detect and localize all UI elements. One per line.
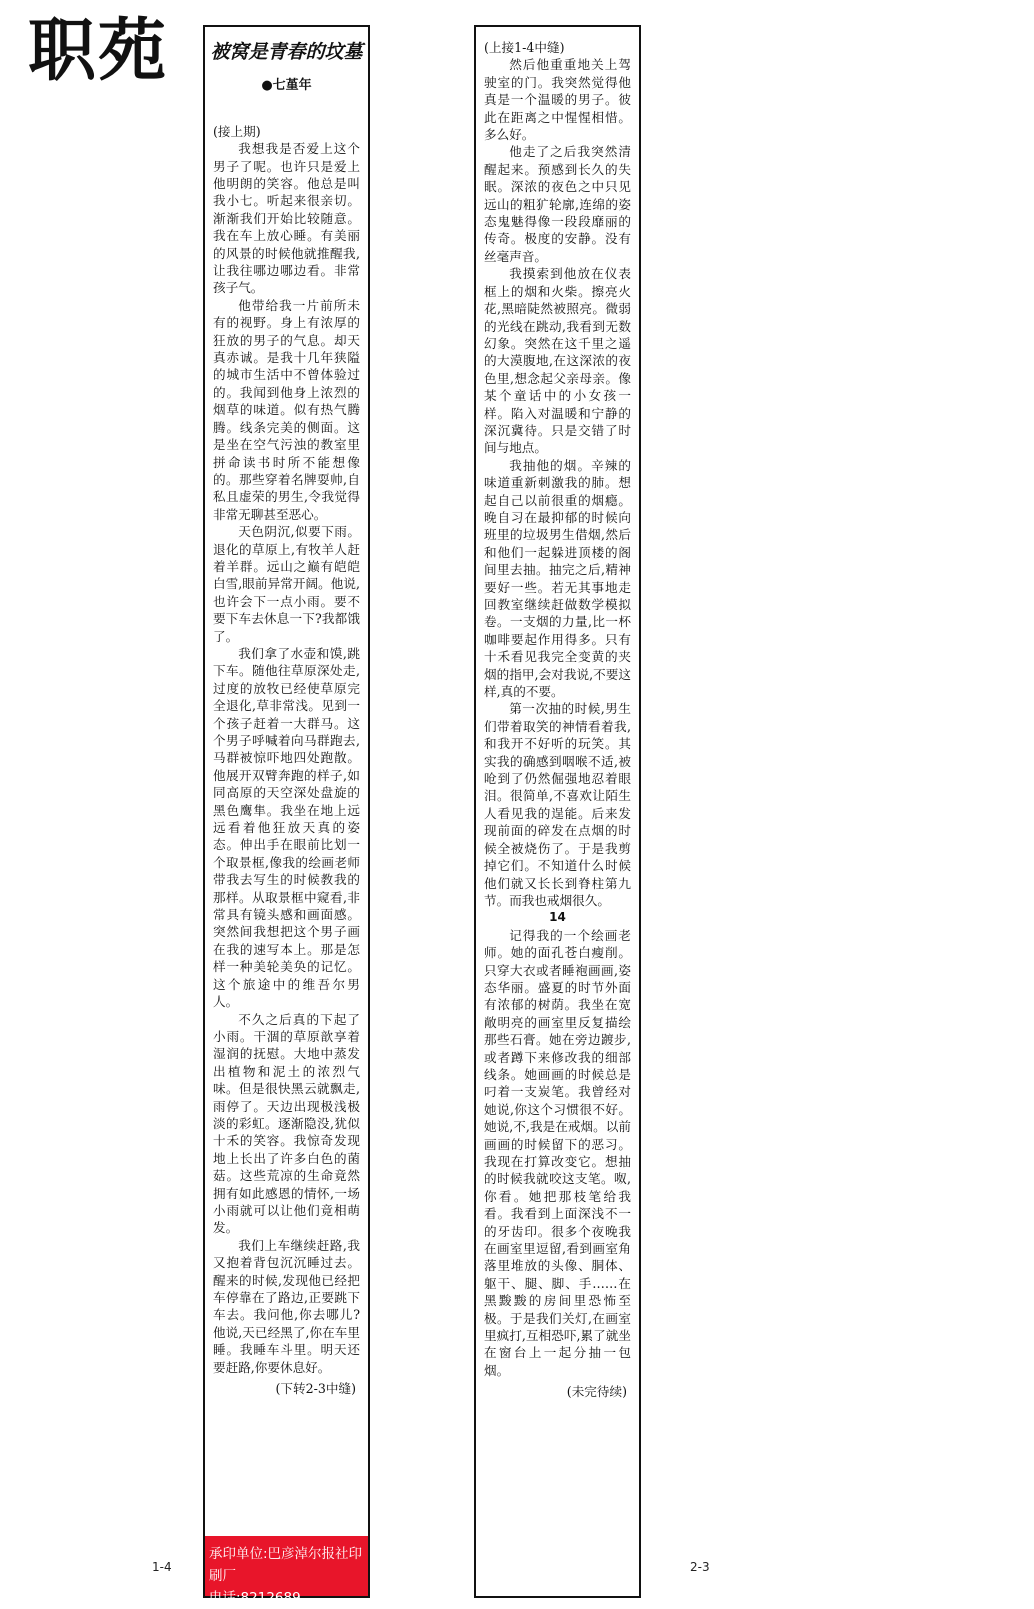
section-number: 14 [549,910,566,925]
page-label-left: 1-4 [152,1560,172,1574]
paragraph: 记得我的一个绘画老师。她的面孔苍白瘦削。只穿大衣或者睡袍画画,姿态华丽。盛夏的时节外面有浓郁的树荫。我坐在宽敞明亮的画室里反复描绘那些石膏。她在旁边踱步,或者蹲下来修改我的细部线条。她画画的时候总是叼着一支炭笔。我曾经对她说,你这个习惯很不好。她说,不,我是在戒烟。以前画画的时候留下的恶习。我现在打算改变它。想抽的时候我就咬这支笔。呶,你看。她把那枝笔给我看。我看到上面深浅不一的牙齿印。很多个夜晚我在画室里逗留,看到画室角落里堆放的头像、胴体、躯干、腿、脚、手……在黑黢黢的房间里恐怖至极。于是我们关灯,在画室里疯打,互相恐吓,累了就坐在窗台上一起分抽一包烟。 [484,927,631,1378]
paragraph: 他走了之后我突然清醒起来。预感到长久的失眠。深浓的夜色之中只见远山的粗犷轮廓,连绵的姿态鬼魅得像一段段靡丽的传奇。极度的安静。没有丝毫声音。 [484,144,631,264]
article-title: 被窝是青春的坟墓 [210,41,363,63]
continued-from-note: (上接1-4中缝) [484,40,565,55]
page-label-right: 2-3 [690,1560,710,1574]
paragraph: 天色阴沉,似要下雨。退化的草原上,有牧羊人赶着羊群。远山之巅有皑皑白雪,眼前异常开阔。他说,也许会下一点小雨。要不要下车去休息一下?我都饿了。 [213,524,360,644]
paragraph: 我们上车继续赶路,我又抱着背包沉沉睡过去。醒来的时候,发现他已经把车停靠在了路边,正要跳下车去。我问他,你去哪儿?他说,天已经黑了,你在车里睡。我睡车斗里。明天还要赶路,你要休息好。 [213,1237,360,1375]
masthead: 职苑 [28,12,169,91]
article-body-right [476,39,639,1379]
paragraph: 我抽他的烟。辛辣的味道重新刺激我的肺。想起自己以前很重的烟瘾。晚自习在最抑郁的时候向班里的垃圾男生借烟,然后和他们一起躲进顶楼的阁间里去抽。抽完之后,精神要好一些。若无其事地走回教室继续赶做数学模拟卷。一支烟的力量,比一杯咖啡要起作用得多。只有十禾看见我完全变黄的夹烟的指甲,会对我说,不要这样,真的不要。 [484,457,631,700]
article-byline: ●七堇年 [261,77,312,93]
printer-info-box [205,1536,368,1606]
printer-phone: 电话:8212689 [209,1590,301,1606]
paragraph: 然后他重重地关上驾驶室的门。我突然觉得他真是一个温暖的男子。彼此在距离之中惺惺相惜。多么好。 [484,57,631,143]
to-be-continued-note: (未完待续) [566,1384,627,1400]
paragraph: 我摸索到他放在仪表框上的烟和火柴。擦亮火花,黑暗陡然被照亮。微弱的光线在跳动,我看到无数幻象。突然在这千里之遥的大漠腹地,在这深浓的夜色里,想念起父亲母亲。像某个童话中的小女孩一样。陷入对温暖和宁静的深沉冀待。只是交错了时间与地点。 [484,266,631,456]
paragraph: 我想我是否爱上这个男子了呢。也许只是爱上他明朗的笑容。他总是叫我小七。听起来很亲切。渐渐我们开始比较随意。我在车上放心睡。有美丽的风景的时候他就推醒我,让我往哪边哪边看。非常孩子气。 [213,141,360,296]
continued-to-note: (下转2-3中缝) [275,1381,356,1397]
article-column-right [474,25,641,1598]
article-column-left [203,25,370,1606]
paragraph: 他带给我一片前所未有的视野。身上有浓厚的狂放的男子的气息。却天真赤诚。是我十几年狭隘的城市生活中不曾体验过的。我闻到他身上浓烈的烟草的味道。似有热气腾腾。线条完美的侧面。这是坐在空气污浊的教室里拼命读书时所不能想像的。那些穿着名牌耍帅,自私且虚荣的男生,令我觉得非常无聊甚至恶心。 [213,297,360,522]
printer-name: 承印单位:巴彦淖尔报社印刷厂 [209,1546,363,1584]
paragraph: 我们拿了水壶和馍,跳下车。随他往草原深处走,过度的放牧已经使草原完全退化,草非常浅。见到一个孩子赶着一大群马。这个男子呼喊着向马群跑去,马群被惊吓地四处跑散。他展开双臂奔跑的样子,如同高原的天空深处盘旋的黑色鹰隼。我坐在地上远远看着他狂放天真的姿态。伸出手在眼前比划一个取景框,像我的绘画老师带我去写生的时候教我的那样。从取景框中窥看,非常具有镜头感和画面感。突然间我想把这个男子画在我的速写本上。那是怎样一种美轮美奂的记忆。这个旅途中的维吾尔男人。 [213,645,360,1010]
paragraph: 不久之后真的下起了小雨。干涸的草原歆享着湿润的抚慰。大地中蒸发出植物和泥土的浓烈气味。但是很快黑云就飘走,雨停了。天边出现极浅极淡的彩虹。逐渐隐没,犹似十禾的笑容。我惊奇发现地上长出了许多白色的菌菇。这些荒凉的生命竟然拥有如此感恩的情怀,一场小雨就可以让他们竟相萌发。 [213,1011,360,1236]
continued-from-note: (接上期) [213,123,261,139]
paragraph: 第一次抽的时候,男生们带着取笑的神情看着我,和我开不好听的玩笑。其实我的确感到咽喉不适,被呛到了仍然倔强地忍着眼泪。很简单,不喜欢让陌生人看见我的逞能。后来发现前面的碎发在点烟的时候全被烧伤了。于是我剪掉它们。不知道什么时候他们就又长长到脊柱第九节。而我也戒烟很久。 [484,701,631,908]
article-body-left [205,123,368,1376]
